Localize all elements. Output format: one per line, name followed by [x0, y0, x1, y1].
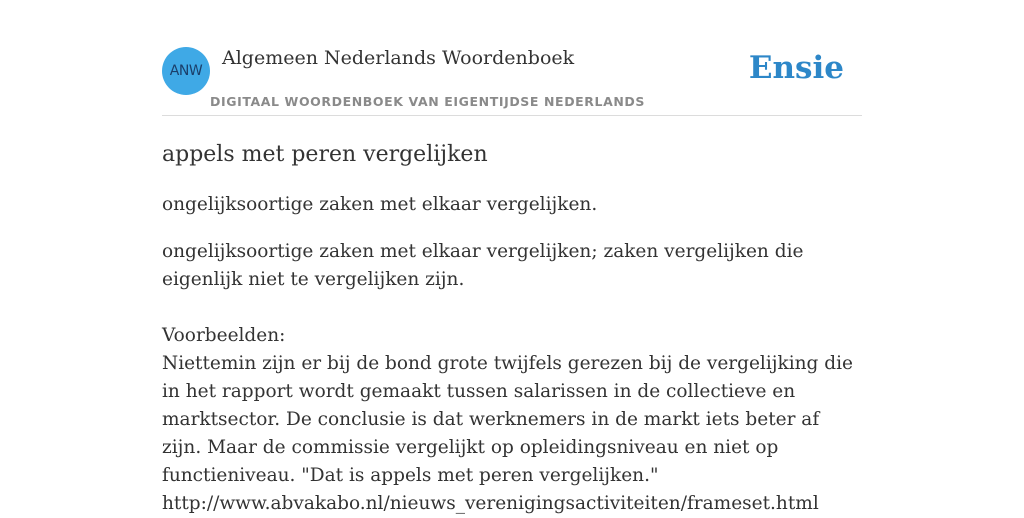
header-divider	[162, 115, 862, 116]
site-title[interactable]: Algemeen Nederlands Woordenboek	[222, 47, 575, 69]
anw-logo[interactable]	[162, 47, 210, 95]
headword: appels met peren vergelijken	[162, 142, 488, 167]
entry-content	[162, 140, 862, 518]
ensie-brand[interactable]: Ensie	[748, 50, 844, 86]
long-definition: ongelijksoortige zaken met elkaar vergelijken; zaken vergelijken die eigenlijk niet te vergelijken zijn.	[162, 241, 804, 290]
logo-text: ANW	[169, 63, 203, 79]
site-subtitle: DIGITAAL WOORDENBOEK VAN EIGENTIJDSE NEDERLANDS	[210, 94, 646, 109]
short-definition: ongelijksoortige zaken met elkaar vergelijken.	[162, 194, 598, 215]
source-link[interactable]: http://www.abvakabo.nl/nieuws_verenigingsactiviteiten/frameset.html	[162, 493, 819, 514]
example-text: Niettemin zijn er bij de bond grote twijfels gerezen bij de vergelijking die in het rapport wordt gemaakt tussen salarissen in de collectieve en marktsector. De conclusie is dat werknemers in de markt iets beter af zijn. Maar de commissie vergelijkt op opleidingsniveau en niet op functieniveau. "Dat is appels met peren vergelijken."	[162, 353, 853, 486]
examples-label: Voorbeelden:	[162, 325, 286, 346]
